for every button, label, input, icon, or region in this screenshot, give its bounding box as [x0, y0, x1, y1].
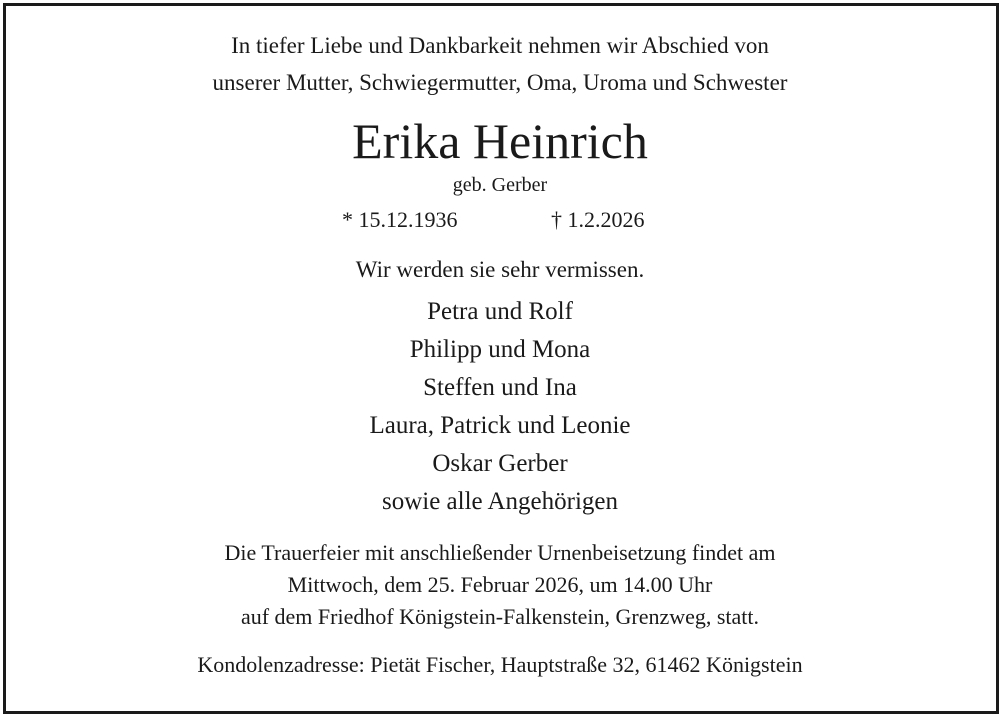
mourner-line: Steffen und Ina	[423, 374, 577, 401]
intro-line: unserer Mutter, Schwiegermutter, Oma, Uroma und Schwester	[212, 70, 788, 95]
service-line: Mittwoch, dem 25. Februar 2026, um 14.00 Uhr	[287, 572, 713, 597]
deceased-name: Erika Heinrich	[352, 113, 648, 169]
death-date: † 1.2.2026	[551, 207, 645, 232]
mourner-line: Laura, Patrick und Leonie	[369, 412, 631, 439]
service-line: Die Trauerfeier mit anschließender Urnenbeisetzung findet am	[224, 540, 776, 565]
mourner-line: sowie alle Angehörigen	[381, 488, 619, 515]
birth-date: * 15.12.1936	[342, 207, 458, 232]
mourner-line: Petra und Rolf	[427, 298, 573, 325]
maiden-name: geb. Gerber	[452, 174, 548, 196]
mourner-line: Oskar Gerber	[432, 450, 568, 477]
mourner-line: Philipp und Mona	[409, 336, 591, 363]
service-line: auf dem Friedhof Königstein-Falkenstein, Grenzweg, statt.	[240, 604, 760, 629]
farewell-line: Wir werden sie sehr vermissen.	[355, 257, 645, 282]
intro-line: In tiefer Liebe und Dankbarkeit nehmen wir Abschied von	[231, 33, 769, 58]
condolence-address: Kondolenzadresse: Pietät Fischer, Hauptstraße 32, 61462 Königstein	[197, 652, 803, 677]
